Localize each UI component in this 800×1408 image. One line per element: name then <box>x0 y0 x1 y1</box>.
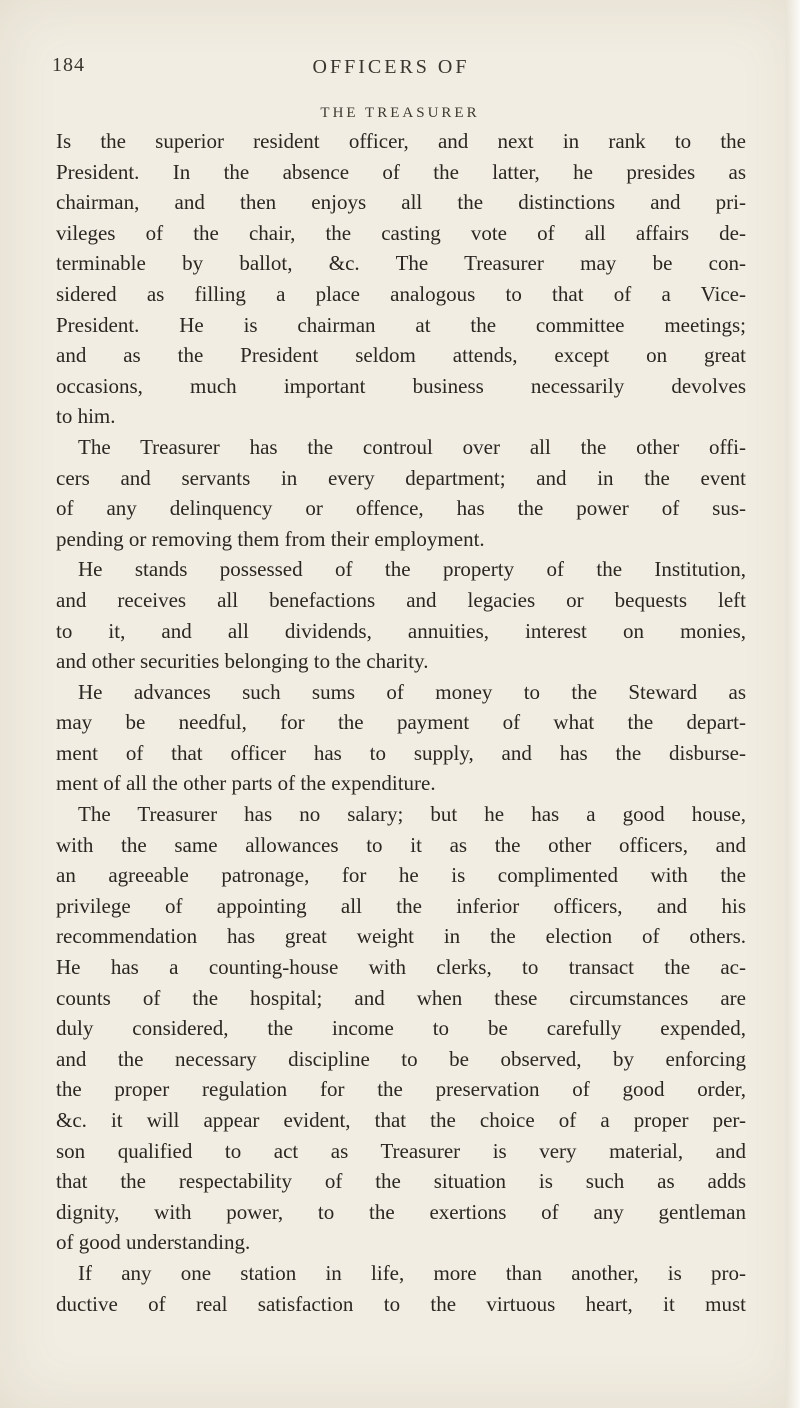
text-line: cers and servants in every department; and in the event <box>56 465 746 490</box>
text-line: &c. it will appear evident, that the choice of a proper per- <box>56 1108 746 1132</box>
paragraph-2 <box>56 432 746 554</box>
text-line: The Treasurer has no salary; but he has a good house, <box>78 802 746 827</box>
text-line: If any one station in life, more than another, is pro- <box>78 1260 746 1285</box>
text-line: chairman, and then enjoys all the distinctions and pri- <box>56 190 746 215</box>
text-line: He stands possessed of the property of the Institution, <box>78 557 746 582</box>
text-line: He has a counting-house with clerks, to transact the ac- <box>56 955 746 980</box>
paragraph-5 <box>56 799 746 1258</box>
text-line: to it, and all dividends, annuities, interest on monies, <box>56 618 746 643</box>
running-head <box>52 54 730 84</box>
text-line: ment of that officer has to supply, and has the disburse- <box>56 740 746 765</box>
text-line: terminable by ballot, &c. The Treasurer may be con- <box>56 251 746 276</box>
text-line: of good understanding. <box>56 1230 251 1255</box>
text-line: duly considered, the income to be carefully expended, <box>56 1016 746 1041</box>
paragraph-6 <box>56 1258 746 1319</box>
text-line: vileges of the chair, the casting vote of all affairs de- <box>56 220 746 245</box>
text-line: counts of the hospital; and when these circumstances are <box>56 985 746 1010</box>
text-line: sidered as filling a place analogous to that of a Vice- <box>56 281 746 306</box>
section-heading: THE TREASURER <box>320 105 480 121</box>
text-line: that the respectability of the situation is such as adds <box>56 1169 746 1194</box>
text-line: son qualified to act as Treasurer is very material, and <box>56 1138 746 1163</box>
text-line: President. He is chairman at the committee meetings; <box>56 312 746 337</box>
text-line: and other securities belonging to the charity. <box>56 649 429 674</box>
paragraph-4 <box>56 677 746 799</box>
text-line: and receives all benefactions and legacies or bequests left <box>56 587 746 612</box>
text-line: an agreeable patronage, for he is complimented with the <box>56 863 746 888</box>
text-line: ductive of real satisfaction to the virtuous heart, it must <box>56 1291 746 1316</box>
text-line: of any delinquency or offence, has the power of sus- <box>56 496 746 521</box>
text-line: President. In the absence of the latter, he presides as <box>56 159 746 184</box>
body-text <box>56 126 746 1319</box>
text-line: and as the President seldom attends, except on great <box>56 343 746 368</box>
text-line: occasions, much important business necessarily devolves <box>56 373 746 398</box>
text-line: Is the superior resident officer, and next in rank to the <box>56 129 746 153</box>
paragraph-3 <box>56 554 746 676</box>
text-line: to him. <box>56 404 116 429</box>
text-line: He advances such sums of money to the Steward as <box>78 679 746 704</box>
text-line: and the necessary discipline to be observed, by enforcing <box>56 1046 746 1071</box>
page-edge-shading <box>786 0 800 1408</box>
running-title: OFFICERS OF <box>312 56 470 78</box>
text-line: may be needful, for the payment of what the depart- <box>56 710 746 735</box>
text-line: with the same allowances to it as the other officers, and <box>56 832 746 857</box>
paragraph-1 <box>56 126 746 432</box>
page-number: 184 <box>52 54 85 76</box>
text-line: dignity, with power, to the exertions of any gentleman <box>56 1199 746 1224</box>
text-line: recommendation has great weight in the election of others. <box>56 924 746 949</box>
text-line: ment of all the other parts of the expenditure. <box>56 771 436 796</box>
text-line: pending or removing them from their employment. <box>56 526 485 551</box>
text-line: The Treasurer has the controul over all the other offi- <box>78 434 746 459</box>
text-line: privilege of appointing all the inferior officers, and his <box>56 893 746 918</box>
text-line: the proper regulation for the preservation of good order, <box>56 1077 746 1102</box>
